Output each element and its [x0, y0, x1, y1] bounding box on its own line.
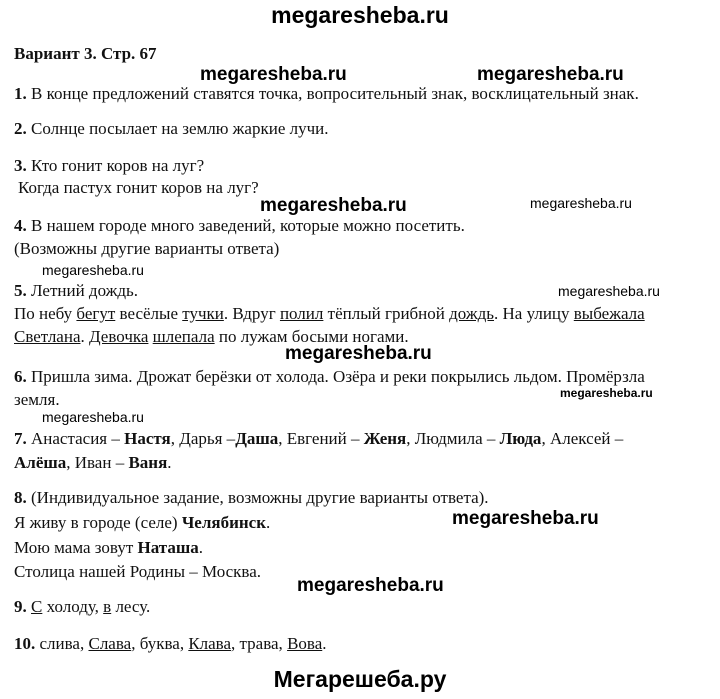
text: , трава, [231, 634, 288, 653]
watermark: megaresheba.ru [452, 508, 599, 529]
text: . Вдруг [223, 304, 280, 323]
underlined-word: Вова [287, 634, 323, 653]
text: По небу [14, 304, 77, 323]
underlined-word: дождь [449, 304, 495, 323]
text: Мою мама зовут [14, 538, 138, 557]
text: слива, [35, 634, 89, 653]
answer-number: 1. [14, 84, 27, 103]
answer-text: (Индивидуальное задание, возможны другие варианты ответа). [26, 488, 489, 507]
text: весёлые [115, 304, 183, 323]
answer-number: 2. [14, 119, 27, 138]
answer-4-line2: (Возможны другие варианты ответа) [14, 239, 280, 258]
answer-10 [14, 634, 327, 654]
answer-number: 4. [14, 216, 27, 235]
watermark: megaresheba.ru [558, 283, 660, 299]
underlined-word: Светлана [14, 327, 81, 346]
text: , Алексей – [541, 429, 624, 448]
watermark: megaresheba.ru [297, 575, 444, 596]
underlined-word: выбежала [573, 304, 645, 323]
text: . [198, 538, 203, 557]
text: . [167, 453, 172, 472]
text: лесу. [111, 597, 151, 616]
page-title: Вариант 3. Стр. 67 [14, 44, 157, 63]
watermark: megaresheba.ru [42, 262, 144, 278]
answer-number: 8. [14, 488, 27, 507]
underlined-word: бегут [76, 304, 116, 323]
bold-word: Наташа [137, 538, 199, 557]
answer-8-line3 [14, 538, 203, 558]
header-watermark: megaresheba.ru [271, 2, 449, 28]
text: , буква, [131, 634, 189, 653]
answer-7-line2 [14, 453, 172, 473]
bold-word: Челябинск [181, 513, 266, 532]
answer-5 [14, 281, 138, 301]
text: по лужам босыми ногами. [214, 327, 409, 346]
underlined-word: в [103, 597, 112, 616]
answer-3 [14, 156, 204, 176]
text: холоду, [42, 597, 104, 616]
answer-5-line2 [14, 304, 645, 324]
bold-word: Ваня [128, 453, 168, 472]
answer-8-line2 [14, 513, 270, 533]
watermark: megaresheba.ru [285, 343, 432, 364]
text: Анастасия – [26, 429, 125, 448]
text: . [266, 513, 271, 532]
answer-8-line4: Столица нашей Родины – Москва. [14, 562, 262, 581]
text: . [322, 634, 327, 653]
text: . [80, 327, 89, 346]
answer-text: В конце предложений ставятся точка, вопросительный знак, восклицательный знак. [26, 84, 639, 103]
bold-word: Настя [124, 429, 171, 448]
bold-word: Люда [499, 429, 542, 448]
underlined-word: полил [279, 304, 324, 323]
footer-watermark: Мегарешеба.ру [273, 666, 447, 692]
underlined-word: тучки [182, 304, 224, 323]
text: . На улицу [494, 304, 574, 323]
text: тёплый грибной [323, 304, 450, 323]
answer-number: 9. [14, 597, 27, 616]
bold-word: Алёша [14, 453, 67, 472]
text: , Евгений – [278, 429, 364, 448]
watermark: megaresheba.ru [477, 64, 624, 85]
answer-number: 3. [14, 156, 27, 175]
watermark: megaresheba.ru [530, 195, 632, 211]
text: , Дарья – [170, 429, 236, 448]
underlined-word: Девочка [89, 327, 149, 346]
answer-text: В нашем городе много заведений, которые можно посетить. [26, 216, 465, 235]
answer-8 [14, 488, 489, 508]
text: , Иван – [66, 453, 129, 472]
answer-2 [14, 119, 329, 139]
watermark: megaresheba.ru [260, 195, 407, 216]
underlined-word: Клава [188, 634, 232, 653]
text: , Людмила – [406, 429, 500, 448]
answer-number: 7. [14, 429, 27, 448]
answer-6-line2: земля. [14, 390, 60, 409]
underlined-word: Слава [88, 634, 132, 653]
answer-text: Солнце посылает на землю жаркие лучи. [26, 119, 329, 138]
answer-7 [14, 429, 623, 449]
answer-number: 5. [14, 281, 27, 300]
answer-text: Летний дождь. [26, 281, 139, 300]
bold-word: Даша [235, 429, 279, 448]
answer-9 [14, 597, 150, 617]
answer-number: 10. [14, 634, 36, 653]
answer-number: 6. [14, 367, 27, 386]
watermark: megaresheba.ru [560, 386, 653, 400]
answer-text: Пришла зима. Дрожат берёзки от холода. Озёра и реки покрылись льдом. Промёрзла [26, 367, 645, 386]
answer-text: Кто гонит коров на луг? [26, 156, 205, 175]
answer-3-line2: Когда пастух гонит коров на луг? [18, 178, 259, 197]
answer-1 [14, 84, 639, 104]
bold-word: Женя [363, 429, 407, 448]
answer-4 [14, 216, 465, 236]
answer-6 [14, 367, 645, 387]
text: Я живу в городе (селе) [14, 513, 182, 532]
underlined-word: шлепала [152, 327, 215, 346]
watermark: megaresheba.ru [200, 64, 347, 85]
answer-5-line3 [14, 327, 409, 347]
watermark: megaresheba.ru [42, 409, 144, 425]
underlined-word: С [31, 597, 43, 616]
